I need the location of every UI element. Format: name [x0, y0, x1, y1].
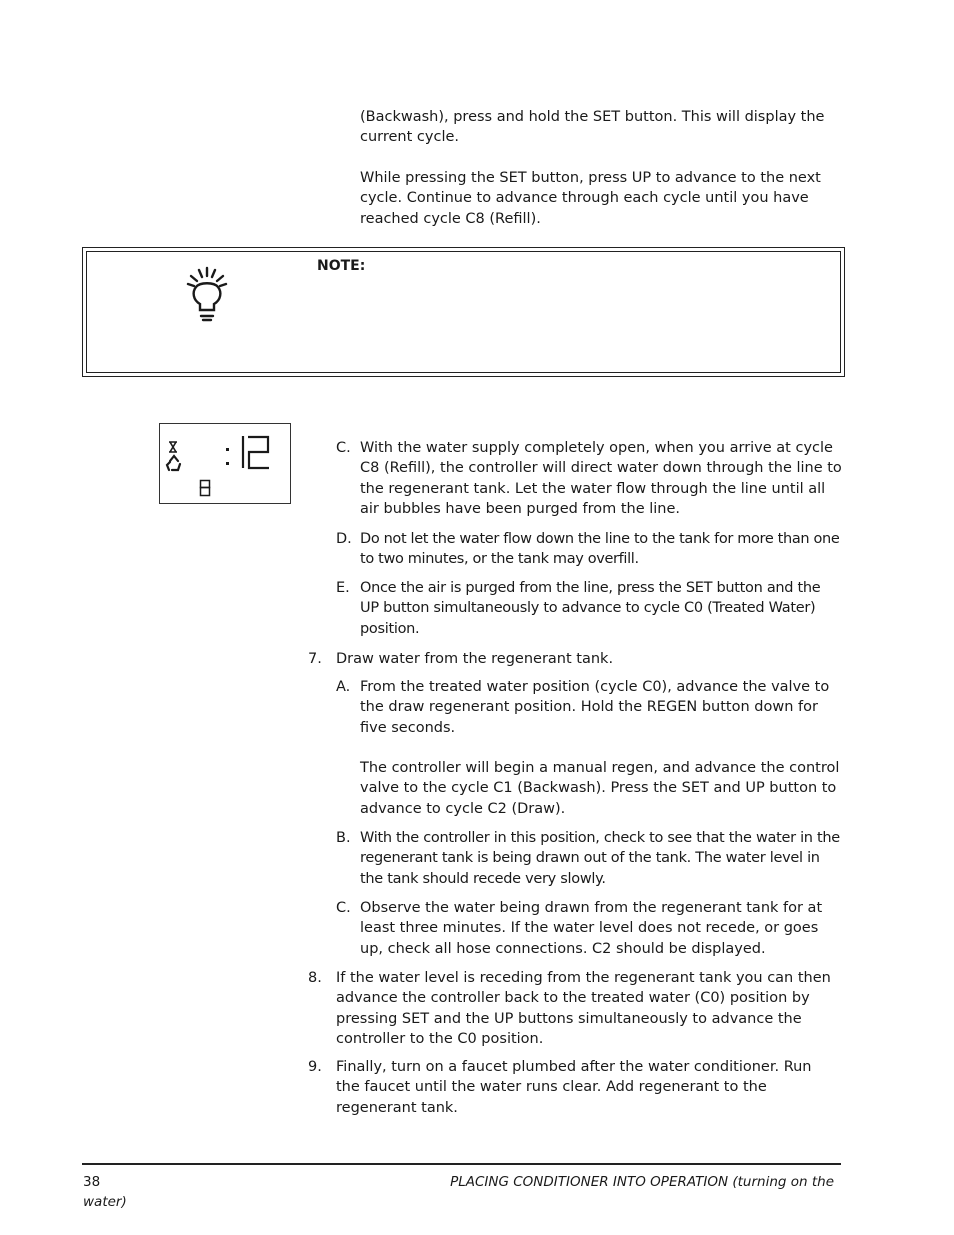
intro-paragraph-1: (Backwash), press and hold the SET button. This will display the current cycle. [360, 109, 825, 146]
running-title: PLACING CONDITIONER INTO OPERATION (turning on the [450, 1174, 834, 1190]
time-readout [222, 432, 276, 478]
cycle-readout [199, 479, 211, 503]
controller-display [159, 423, 291, 504]
running-title-continued: water) [83, 1194, 127, 1210]
lightbulb-icon [186, 266, 228, 324]
note-label: NOTE: [317, 258, 366, 274]
page-number: 38 [83, 1174, 101, 1190]
recycle-icon [165, 454, 183, 478]
footer-rule [82, 1163, 841, 1165]
intro-paragraph-2: While pressing the SET button, press UP to advance to the next cycle. Continue to advance through each cycle until you have reached cycle C8 (Refill). [360, 170, 821, 227]
